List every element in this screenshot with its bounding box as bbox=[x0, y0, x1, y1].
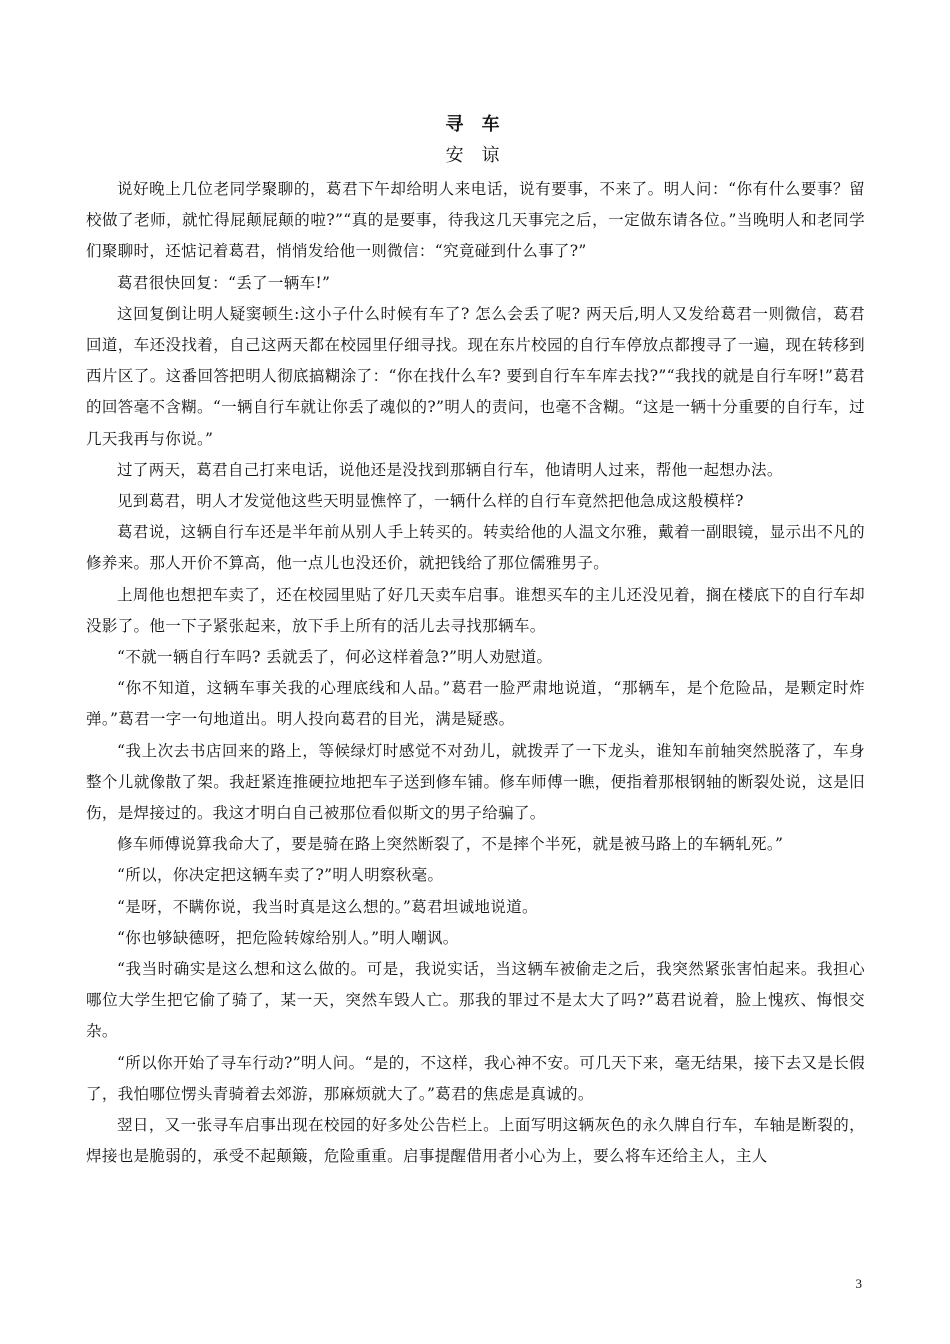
story-body bbox=[86, 174, 865, 1173]
paragraph: “所以你开始了寻车行动?”明人问。“是的，不这样，我心神不安。可几天下来，毫无结果，接下去又是长假了，我怕哪位愣头青骑着去郊游，那麻烦就大了。”葛君的焦虑是真诚的。 bbox=[86, 1053, 865, 1103]
paragraph: “是呀，不瞒你说，我当时真是这么想的。”葛君坦诚地说道。 bbox=[117, 897, 538, 916]
page-number: 3 bbox=[855, 1276, 862, 1291]
story-title: 寻 车 bbox=[445, 114, 506, 135]
paragraph: 见到葛君，明人才发觉他这些天明显憔悴了，一辆什么样的自行车竟然把他急成这般模样? bbox=[117, 492, 744, 511]
paragraph: 葛君很快回复：“丢了一辆车!” bbox=[117, 273, 331, 292]
paragraph: 葛君说，这辆自行车还是半年前从别人手上转买的。转卖给他的人温文尔雅，戴着一副眼镜，显示出不凡的修养来。那人开价不算高，他一点儿也没还价，就把钱给了那位儒雅男子。 bbox=[86, 523, 865, 573]
paragraph: “所以，你决定把这辆车卖了?”明人明察秋毫。 bbox=[117, 866, 444, 885]
document-page bbox=[86, 110, 865, 1173]
paragraph: “你不知道，这辆车事关我的心理底线和人品。”葛君一脸严肃地说道，“那辆车，是个危险品，是颗定时炸弹。”葛君一字一句地道出。明人投向葛君的目光，满是疑惑。 bbox=[86, 679, 865, 729]
paragraph: 说好晚上几位老同学聚聊的，葛君下午却给明人来电话，说有要事，不来了。明人问：“你有什么要事？留校做了老师，就忙得屁颠屁颠的啦?”“真的是要事，待我这几天事完之后，一定做东请各位。”当晚明人和老同学们聚聊时，还惦记着葛君，悄悄发给他一则微信：“究竟碰到什么事了?” bbox=[86, 180, 865, 261]
paragraph: 过了两天，葛君自己打来电话，说他还是没找到那辆自行车，他请明人过来，帮他一起想办法。 bbox=[117, 460, 783, 479]
paragraph: 上周他也想把车卖了，还在校园里贴了好几天卖车启事。谁想买车的主儿还没见着，搁在楼底下的自行车却没影了。他一下子紧张起来，放下手上所有的活儿去寻找那辆车。 bbox=[86, 585, 865, 635]
paragraph: “你也够缺德呀，把危险转嫁给别人。”明人嘲讽。 bbox=[117, 928, 459, 947]
paragraph: 修车师傅说算我命大了，要是骑在路上突然断裂了，不是摔个半死，就是被马路上的车辆轧死。” bbox=[117, 835, 784, 854]
paragraph: “不就一辆自行车吗? 丢就丢了，何必这样着急?”明人劝慰道。 bbox=[117, 648, 553, 667]
paragraph: 这回复倒让明人疑窦顿生:这小子什么时候有车了? 怎么会丢了呢? 两天后,明人又发给葛君一则微信，葛君回道，车还没找着，自己这两天都在校园里仔细寻找。现在东片校园的自行车停放点都搜寻了一遍，现在转移到西片区了。这番回答把明人彻底搞糊涂了：“你在找什么车? 要到自行车车库去找?”“我找的就是自行车呀!”葛君的回答毫不含糊。“一辆自行车就让你丢了魂似的?”明人的责问，也毫不含糊。“这是一辆十分重要的自行车，过几天我再与你说。” bbox=[86, 304, 865, 448]
paragraph: 翌日，又一张寻车启事出现在校园的好多处公告栏上。上面写明这辆灰色的永久牌自行车，车轴是断裂的，焊接也是脆弱的，承受不起颠簸，危险重重。启事提醒借用者小心为上，要么将车还给主人，主人 bbox=[86, 1116, 865, 1166]
story-author: 安 谅 bbox=[445, 145, 506, 166]
paragraph: “我上次去书店回来的路上，等候绿灯时感觉不对劲儿，就拨弄了一下龙头，谁知车前轴突然脱落了，车身整个儿就像散了架。我赶紧连推硬拉地把车子送到修车铺。修车师傅一瞧，便指着那根钢轴的断裂处说，这是旧伤，是焊接过的。我这才明白自己被那位看似斯文的男子给骗了。 bbox=[86, 741, 865, 823]
paragraph: “我当时确实是这么想和这么做的。可是，我说实话，当这辆车被偷走之后，我突然紧张害怕起来。我担心哪位大学生把它偷了骑了，某一天，突然车毁人亡。那我的罪过不是太大了吗?”葛君说着，脸上愧疚、悔恨交杂。 bbox=[86, 960, 865, 1041]
